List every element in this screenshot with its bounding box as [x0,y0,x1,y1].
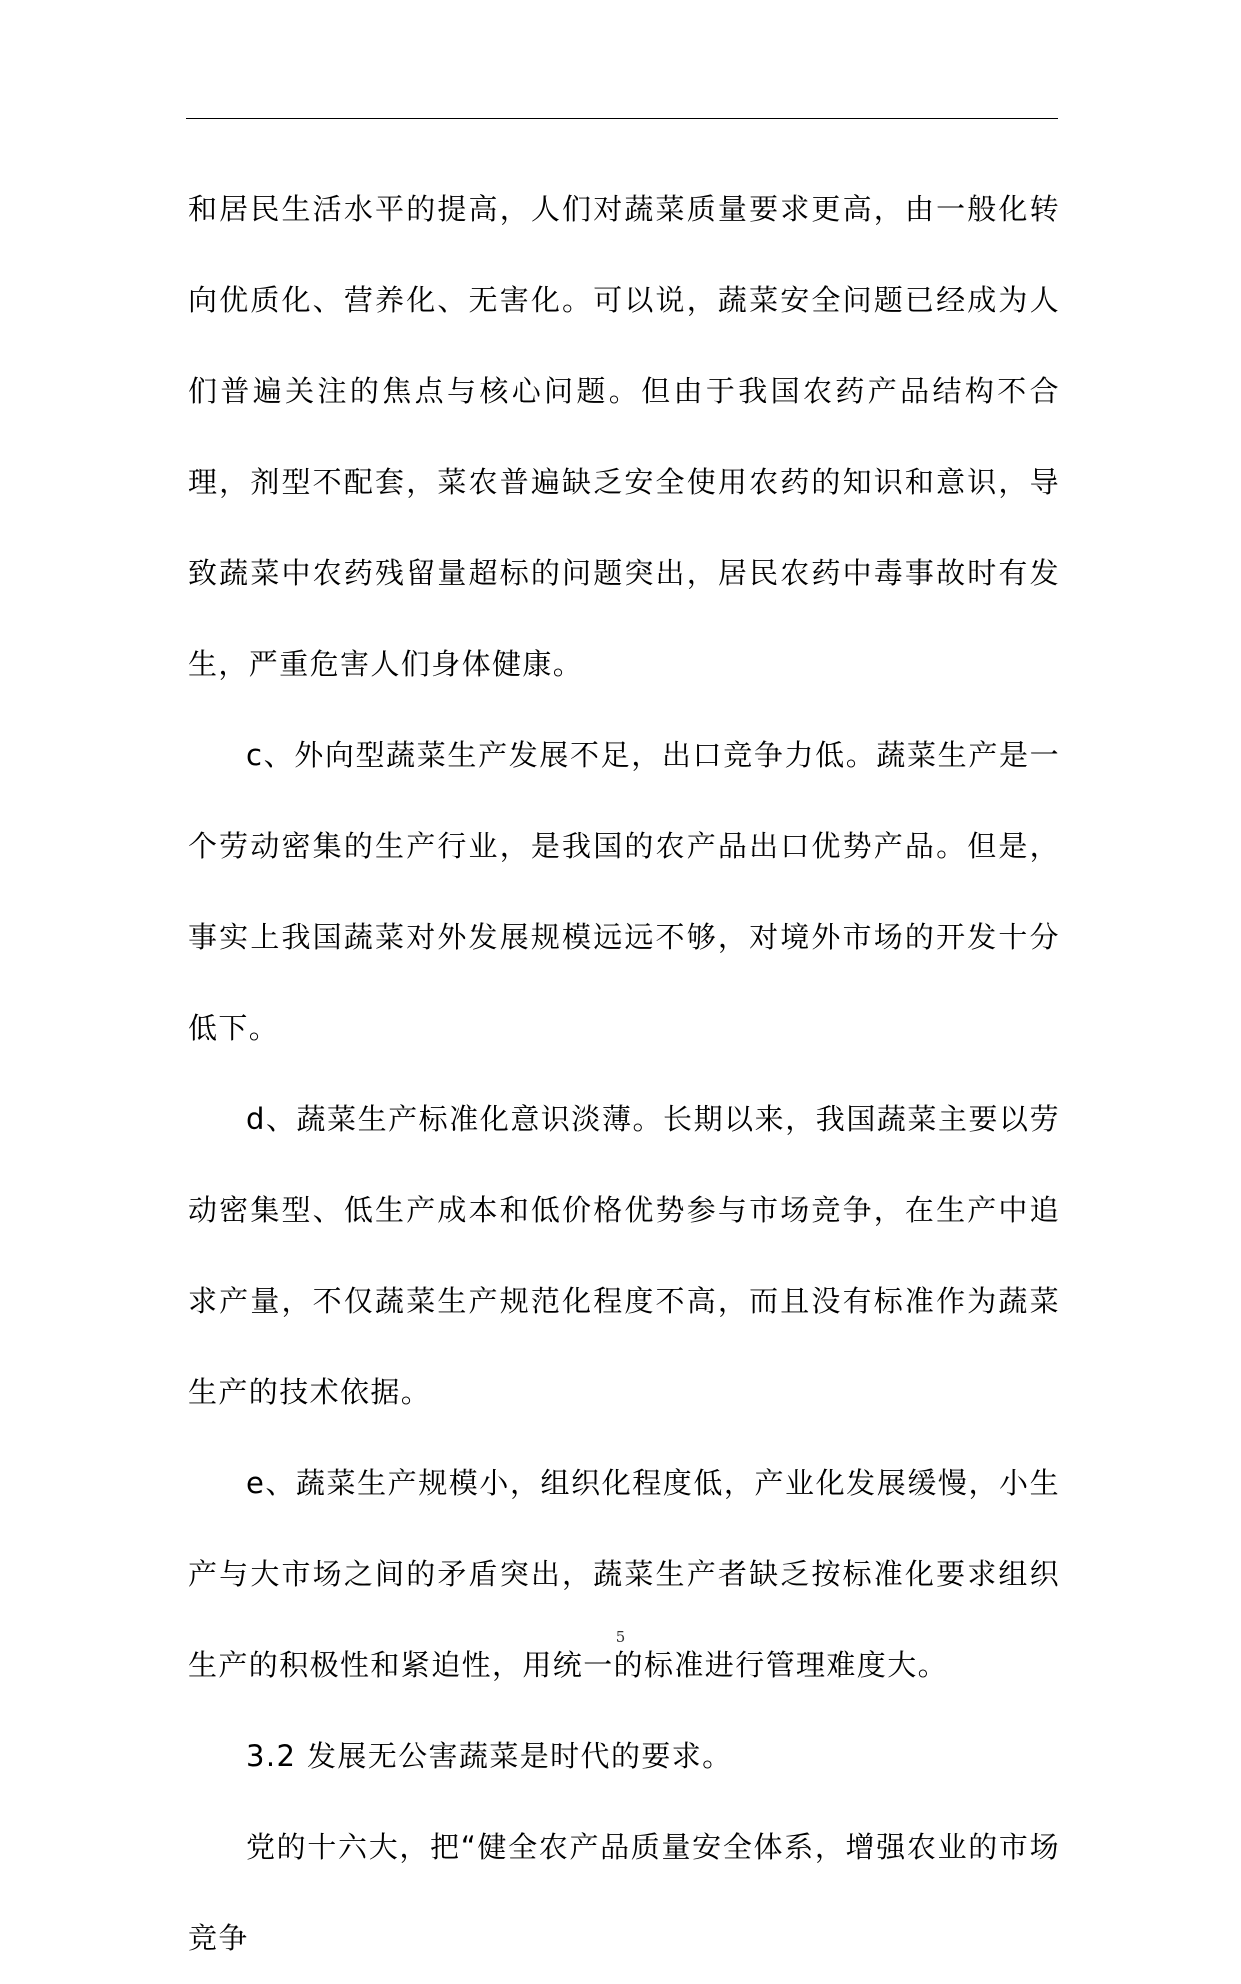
section-heading-3-2: 3.2 发展无公害蔬菜是时代的要求。 [246,1739,733,1773]
page-number: 5 [615,1628,626,1646]
paragraph-item-c: c、外向型蔬菜生产发展不足，出口竞争力低。蔬菜生产是一个劳动密集的生产行业，是我国的农产品出口优势产品。但是，事实上我国蔬菜对外发展规模远远不够，对境外市场的开发十分低下。 [188,738,1060,1045]
header-rule [186,118,1058,119]
paragraph-item-e: e、蔬菜生产规模小，组织化程度低，产业化发展缓慢，小生产与大市场之间的矛盾突出，蔬菜生产者缺乏按标准化要求组织生产的积极性和紧迫性，用统一的标准进行管理难度大。 [188,1466,1060,1682]
paragraph-continued: 和居民生活水平的提高，人们对蔬菜质量要求更高，由一般化转向优质化、营养化、无害化。可以说，蔬菜安全问题已经成为人们普遍关注的焦点与核心问题。但由于我国农药产品结构不合理，剂型不配套，菜农普遍缺乏安全使用农药的知识和意识，导致蔬菜中农药残留量超标的问题突出，居民农药中毒事故时有发生，严重危害人们身体健康。 [188,192,1060,681]
paragraph-party-congress: 党的十六大，把“健全农产品质量安全体系，增强农业的市场竞争 [188,1830,1060,1955]
document-body [188,164,1060,1984]
paragraph-item-d: d、蔬菜生产标准化意识淡薄。长期以来，我国蔬菜主要以劳动密集型、低生产成本和低价格优势参与市场竞争，在生产中追求产量，不仅蔬菜生产规范化程度不高，而且没有标准作为蔬菜生产的技术依据。 [188,1102,1060,1409]
